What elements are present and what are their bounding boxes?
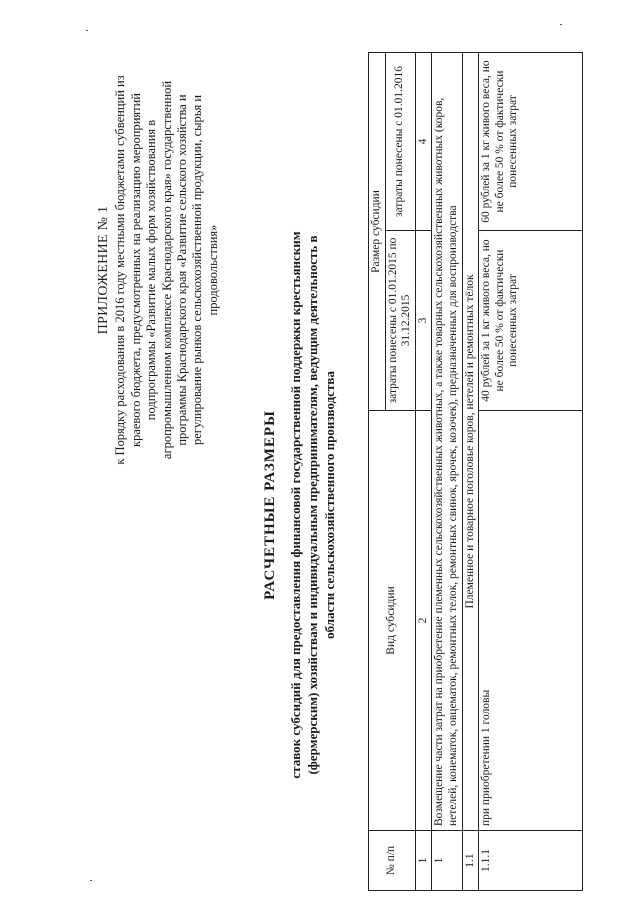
subsidy-table [368, 52, 583, 891]
row-text: Племенное и товарное поголовье коров, нетелей и ремонтных тёлок [462, 53, 479, 831]
row-value-2016: 60 рублей за 1 кг живого веса, но не более 50 % от фактически понесенных затрат [479, 53, 583, 231]
table-row [432, 53, 462, 891]
header-num: № п/п [369, 831, 416, 891]
column-number: 4 [415, 53, 432, 231]
title-main: РАСЧЕТНЫЕ РАЗМЕРЫ [262, 410, 278, 600]
appendix-title: ПРИЛОЖЕНИЕ № 1 [96, 205, 111, 335]
appendix-text: к Порядку расходования в 2016 году местными бюджетами субвенций из краевого бюджета, предусмотренных на реализацию мероприятий подпрограммы «Развитие малых форм хозяйствования в агропромышленном комплексе Краснодарского края» государственной программы Краснодарского края «Развитие сельского хозяйства и регулирование рынков сельскохозяйственной продукции, сырья и продовольствия» [113, 75, 220, 465]
row-number: 1.1 [462, 831, 479, 891]
column-number: 1 [415, 831, 432, 891]
table-row [462, 53, 479, 891]
appendix-block [96, 75, 221, 465]
column-number: 2 [415, 411, 432, 831]
header-period-2016: затраты понесены с 01.01.2016 [385, 53, 415, 231]
header-row [369, 53, 386, 891]
row-type: при приобретении 1 головы [479, 411, 583, 831]
row-number: 1 [432, 831, 462, 891]
table-row [479, 53, 583, 891]
row-number: 1.1.1 [479, 831, 583, 891]
row-value-2015: 40 рублей за 1 кг живого веса, но не более 50 % от фактически понесенных затрат [479, 231, 583, 411]
column-number: 3 [415, 231, 432, 411]
header-period-2015: затраты понесены с 01.01.2015 по 31.12.2015 [385, 231, 415, 411]
header-size: Размер субсидии [369, 53, 386, 411]
row-text: Возмещение части затрат на приобретение племенных сельскохозяйственных животных, а также товарных сельскохозяйственных животных (коров, нетелей, конематок, овцематок, ремонтных телок, ремонтных свинок, ярочек, козочек), предназначенных для воспроизводства [432, 53, 462, 831]
column-numbers-row [415, 53, 432, 891]
document-title [262, 225, 338, 785]
header-type: Вид субсидии [369, 411, 416, 831]
title-subtitle: ставок субсидий для предоставления финансовой государственной поддержки крестьянским (фермерским) хозяйствам и индивидуальным предпринимателям, ведущим деятельность в области сельскохозяйственного производства [288, 231, 337, 779]
